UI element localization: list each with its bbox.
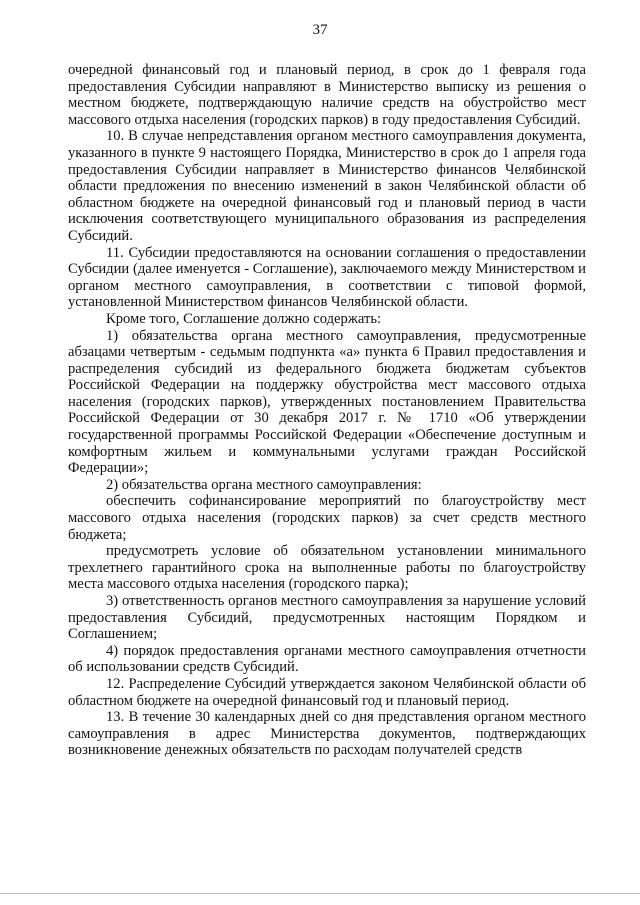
paragraph-12: 12. Распределение Субсидий утверждается законом Челябинской области об областном бюджете на очередной финансовый год и плановый период. xyxy=(68,675,586,709)
paragraph-9-continuation: очередной финансовый год и плановый период, в срок до 1 февраля года предоставления Субсидии направляют в Министерство выписку из решения о местном бюджете, подтверждающую наличие средств на обустройство мест массового отдыха населения (городских парков) в году предоставления Субсидий. xyxy=(68,62,586,128)
paragraph-11: 11. Субсидии предоставляются на основании соглашения о предоставлении Субсидии (далее именуется - Соглашение), заключаемого между Министерством и органом местного самоуправления, в соответствии с типовой формой, установленной Министерством финансов Челябинской области. xyxy=(68,244,586,311)
list-item-1: 1) обязательства органа местного самоуправления, предусмотренные абзацами четвертым - седьмым подпункта «а» пункта 6 Правил предоставления и распределения субсидий из федерального бюджета бюджетам субъектов Российской Федерации на поддержку обустройства мест массового отдыха населения (городских парков), утвержденных постановлением Правительства Российской Федерации от 30 декабря 2017 г. № 1710 «Об утверждении государственной программы Российской Федерации «Обеспечение доступным и комфортным жильем и коммунальными услугами граждан Российской Федерации»; xyxy=(68,327,586,477)
list-item-4: 4) порядок предоставления органами местного самоуправления отчетности об использовании средств Субсидий. xyxy=(68,642,586,676)
page-bottom-edge xyxy=(0,893,640,894)
paragraph-10: 10. В случае непредставления органом местного самоуправления документа, указанного в пункте 9 настоящего Порядка, Министерство в срок до 1 апреля года предоставления Субсидии направляет в Министерство финансов Челябинской области предложения по внесению изменений в закон Челябинской области об областном бюджете на очередной финансовый год и плановый период в части исключения соответствующего муниципального образования из распределения Субсидий. xyxy=(68,128,586,244)
list-item-2-sub-warranty: предусмотреть условие об обязательном установлении минимального трехлетнего гарантийного срока на выполненные работы по благоустройству места массового отдыха населения (городского парка); xyxy=(68,543,586,593)
list-item-2: 2) обязательства органа местного самоуправления: xyxy=(106,476,422,493)
document-body xyxy=(68,62,586,759)
list-item-3: 3) ответственность органов местного самоуправления за нарушение условий предоставления Субсидий, предусмотренных настоящим Порядком и Соглашением; xyxy=(68,593,586,643)
page-number: 37 xyxy=(312,22,328,38)
paragraph-agreement-intro: Кроме того, Соглашение должно содержать: xyxy=(106,310,382,327)
paragraph-13: 13. В течение 30 календарных дней со дня представления органом местного самоуправления в адрес Министерства документов, подтверждающих возникновение денежных обязательств по расходам получателей средств xyxy=(68,709,586,759)
list-item-2-sub-cofinancing: обеспечить софинансирование мероприятий по благоустройству мест массового отдыха населения (городских парков) за счет средств местного бюджета; xyxy=(68,493,586,543)
